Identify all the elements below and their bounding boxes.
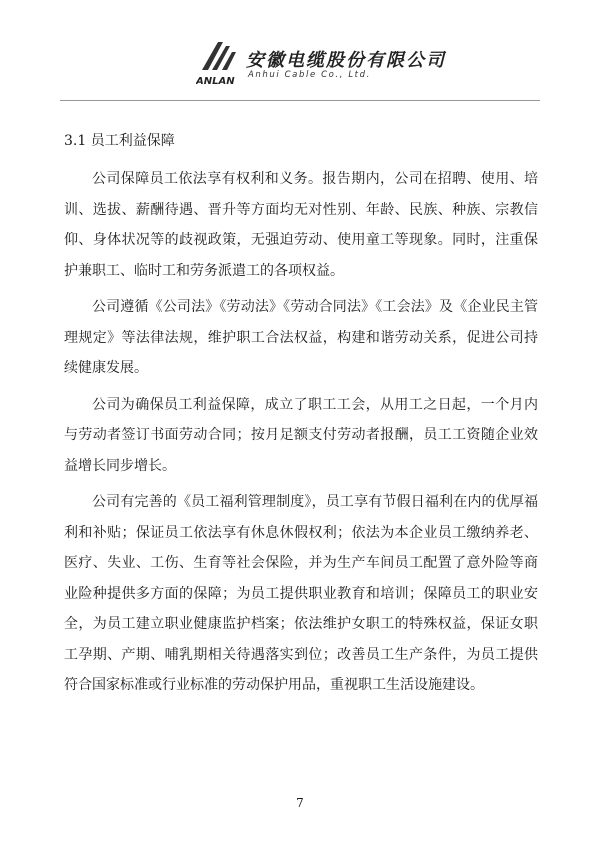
company-name-en: Anhui Cable Co., Ltd. — [248, 70, 371, 80]
main-content — [64, 126, 538, 707]
paragraph-2: 公司遵循《公司法》《劳动法》《劳动合同法》《工会法》及《企业民主管理规定》等法律法规，维护职工合法权益，构建和谐劳动关系，促进公司持续健康发展。 — [64, 299, 538, 376]
header-divider — [60, 100, 540, 101]
company-name-cn: 安徽电缆股份有限公司 — [246, 50, 446, 71]
paragraph-3: 公司为确保员工利益保障，成立了职工工会，从用工之日起，一个月内与劳动者签订书面劳动合同；按月足额支付劳动者报酬，员工工资随企业效益增长同步增长。 — [64, 396, 538, 474]
page-number: 7 — [296, 796, 304, 810]
page-header — [196, 40, 456, 88]
section-title: 3.1 员工利益保障 — [64, 133, 175, 149]
company-logo-icon — [196, 40, 240, 86]
logo-wordmark: ANLAN — [196, 76, 235, 86]
paragraph-1: 公司保障员工依法享有权利和义务。报告期内，公司在招聘、使用、培训、选拔、薪酬待遇、晋升等方面均无对性别、年龄、民族、种族、宗教信仰、身体状况等的歧视政策，无强迫劳动、使用童工等现象。同时，注重保护兼职工、临时工和劳务派遣工的各项权益。 — [64, 171, 538, 279]
paragraph-4: 公司有完善的《员工福利管理制度》，员工享有节假日福利在内的优厚福利和补贴；保证员工依法享有休息休假权利；依法为本企业员工缴纳养老、医疗、失业、工伤、生育等社会保险，并为生产车间员工配置了意外险等商业险种提供多方面的保障；为员工提供职业教育和培训；保障员工的职业安全，为员工建立职业健康监护档案；依法维护女职工的特殊权益，保证女职工孕期、产期、哺乳期相关待遇落实到位；改善员工生产条件，为员工提供符合国家标准或行业标准的劳动保护用品，重视职工生活设施建设。 — [64, 494, 538, 693]
